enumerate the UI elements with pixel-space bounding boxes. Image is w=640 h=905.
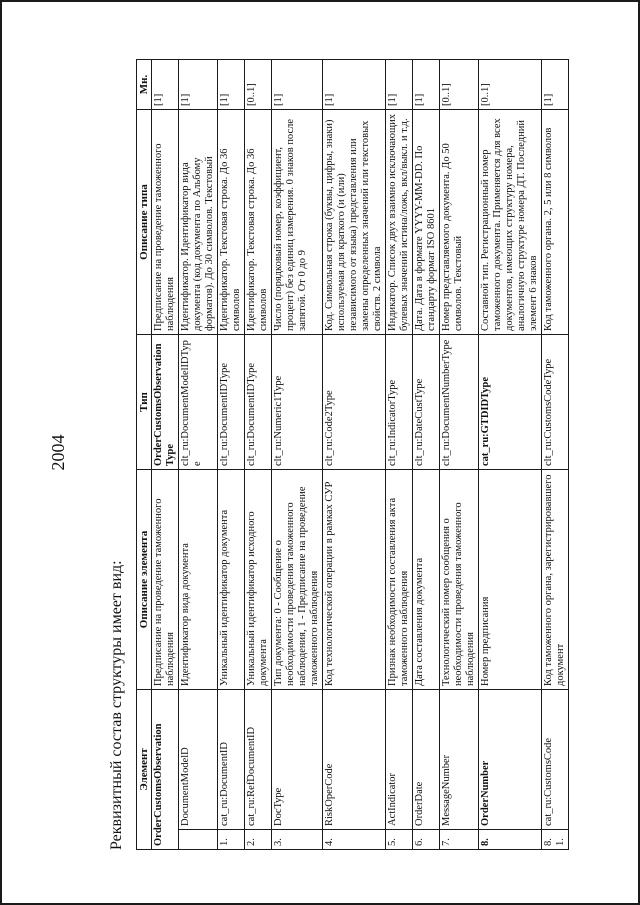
cell-element: RiskOperCode: [323, 690, 386, 830]
cell-num: [179, 830, 218, 850]
table-header-row: [137, 60, 152, 850]
cell-element: OrderNumber: [479, 690, 542, 830]
cell-type: clt_ru:DocumentIDType: [245, 335, 272, 470]
cell-num: 2.: [245, 830, 272, 850]
cell-num: 3.: [272, 830, 323, 850]
cell-type: clt_ru:DocumentIDType: [218, 335, 245, 470]
cell-element-desc: Дата составления документа: [413, 470, 440, 690]
cell-element: cat_ru:RefDocumentID: [245, 690, 272, 830]
cell-mult: [0..1]: [479, 60, 542, 110]
structure-table: [136, 59, 569, 850]
table-row: [542, 60, 569, 850]
table-row: [152, 60, 179, 850]
cell-type-desc: Индикатор. Список двух взаимно исключающих булевых значений истина/ложь, вкл/выкл. и т.д.: [386, 110, 413, 335]
cell-element: cat_ru:CustomsCode: [542, 690, 569, 830]
cell-element: cat_ru:DocumentID: [218, 690, 245, 830]
intro-text: Реквизитный состав структуры имеет вид:: [108, 560, 125, 850]
cell-element-desc: Идентификатор вида документа: [179, 470, 218, 690]
cell-element: DocumentModelD: [179, 690, 218, 830]
cell-type-desc: Код. Символьная строка (буквы, цифры, знаки) используемая для краткого (и (или) независимого от языка) представления или замены определенных значений или текстовых свойств. 2 символа: [323, 110, 386, 335]
table-row: [272, 60, 323, 850]
table-row: [218, 60, 245, 850]
table-row: [386, 60, 413, 850]
cell-num: 7.: [440, 830, 479, 850]
cell-type-desc: Дата. Дата в формате YYYY-MM-DD. По стандарту формат ISO 8601: [413, 110, 440, 335]
cell-element: DocType: [272, 690, 323, 830]
cell-type-desc: Составной тип. Регистрационный номер таможенного документа. Применяется для всех документов, имеющих структуру номера, аналогичную структуре номера ДТ. Последний элемент 6 знаков: [479, 110, 542, 335]
header-type-desc: Описание типа: [137, 110, 152, 335]
page-number: 2004: [48, 434, 68, 471]
cell-mult: [1]: [386, 60, 413, 110]
cell-mult: [1]: [179, 60, 218, 110]
table-row: [245, 60, 272, 850]
cell-num: 8.: [479, 830, 542, 850]
rotated-page: [20, 20, 620, 885]
table-row: [440, 60, 479, 850]
cell-mult: [1]: [413, 60, 440, 110]
cell-element: ActIndicator: [386, 690, 413, 830]
cell-num: 8.1.: [542, 830, 569, 850]
cell-type: clt_ru:DateCustType: [413, 335, 440, 470]
cell-type: clt_ru:DocumentModelIDType: [179, 335, 218, 470]
table-row: [323, 60, 386, 850]
cell-mult: [1]: [218, 60, 245, 110]
header-element-desc: Описание элемента: [137, 470, 152, 690]
cell-element-desc: Код таможенного органа, зарегистрировавшего документ: [542, 470, 569, 690]
table-row: [479, 60, 542, 850]
cell-type-desc: Идентификатор. Текстовая строка. До 36 символов: [245, 110, 272, 335]
cell-mult: [0..1]: [440, 60, 479, 110]
table-row: [179, 60, 218, 850]
cell-element-desc: Код технологической операции в рамках СУР: [323, 470, 386, 690]
cell-num: 5.: [386, 830, 413, 850]
cell-type-desc: Предписание на проведение таможенного наблюдения: [152, 110, 179, 335]
table-row: [413, 60, 440, 850]
cell-type-desc: Число (порядковый номер, коэффициент, процент) без единиц измерения. 0 знаков после запятой. От 0 до 9: [272, 110, 323, 335]
cell-type: clt_ru:CustomsCodeType: [542, 335, 569, 470]
cell-mult: [0..1]: [245, 60, 272, 110]
cell-mult: [1]: [152, 60, 179, 110]
cell-element: MessageNumber: [440, 690, 479, 830]
cell-element-desc: Технологический номер сообщения о необходимости проведения таможенного наблюдения: [440, 470, 479, 690]
cell-type-desc: Идентификатор. Идентификатор вида документа (код документа по Альбому форматов). До 30 символов. Текстовый: [179, 110, 218, 335]
cell-type: clt_ru:DocumentNumberType: [440, 335, 479, 470]
header-type: Тип: [137, 335, 152, 470]
cell-mult: [1]: [272, 60, 323, 110]
cell-type: clt_ru:Numeric1Type: [272, 335, 323, 470]
cell-mult: [1]: [542, 60, 569, 110]
cell-type: clt_ru:Code2Type: [323, 335, 386, 470]
cell-element: OrderCustomsObservation: [152, 690, 179, 850]
header-element: Элемент: [137, 690, 152, 850]
cell-type-desc: Номер представляемого документа. До 50 символов. Текстовый: [440, 110, 479, 335]
cell-element-desc: Уникальный идентификатор исходного документа: [245, 470, 272, 690]
cell-element: OrderDate: [413, 690, 440, 830]
cell-element-desc: Номер предписания: [479, 470, 542, 690]
cell-type: cat_ru:GTDIDType: [479, 335, 542, 470]
cell-element-desc: Признак необходимости составления акта таможенного наблюдения: [386, 470, 413, 690]
cell-element-desc: Предписание на проведение таможенного наблюдения: [152, 470, 179, 690]
cell-num: 1.: [218, 830, 245, 850]
cell-element-desc: Тип документа: 0 - Сообщение о необходимости проведения таможенного наблюдения, 1 - Предписание на проведение таможенного наблюдения: [272, 470, 323, 690]
cell-type: clt_ru:IndicatorType: [386, 335, 413, 470]
cell-num: 4.: [323, 830, 386, 850]
cell-type: OrderCustomsObservationType: [152, 335, 179, 470]
cell-num: 6.: [413, 830, 440, 850]
cell-type-desc: Идентификатор. Текстовая строка. До 36 символов: [218, 110, 245, 335]
header-mult: Мн.: [137, 60, 152, 110]
cell-element-desc: Уникальный идентификатор документа: [218, 470, 245, 690]
cell-mult: [1]: [323, 60, 386, 110]
cell-type-desc: Код таможенного органа. 2, 5 или 8 символов: [542, 110, 569, 335]
